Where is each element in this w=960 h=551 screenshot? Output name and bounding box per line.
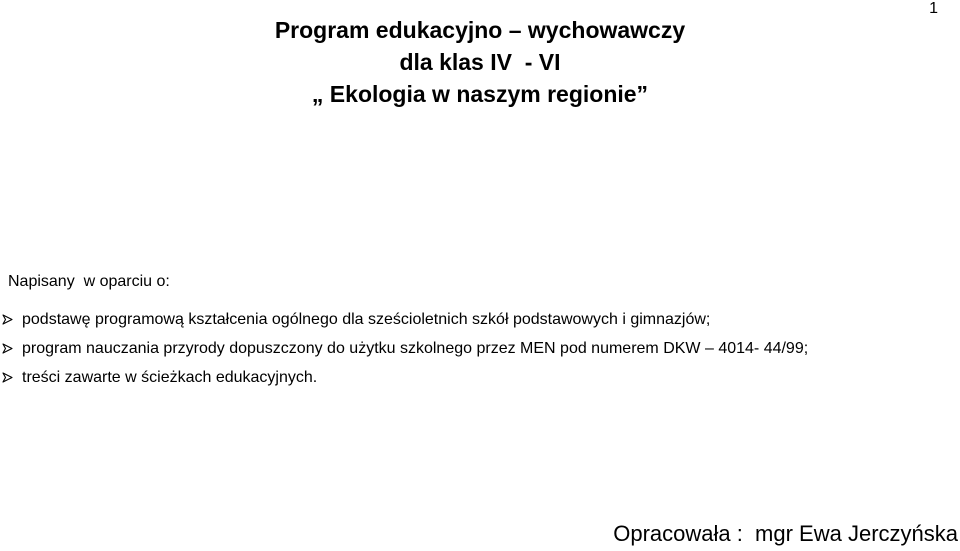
arrow-bullet-icon — [0, 372, 22, 383]
list-item-text: treści zawarte w ścieżkach edukacyjnych. — [22, 368, 318, 386]
title-line-3: „ Ekologia w naszym regionie” — [311, 81, 649, 107]
author-signature: Opracowała : mgr Ewa Jerczyńska — [613, 521, 958, 546]
list-item-text: program nauczania przyrody dopuszczony do użytku szkolnego przez MEN pod numerem DKW – 4014- 44/99; — [22, 339, 809, 357]
title-line-1: Program edukacyjno – wychowawczy — [274, 17, 686, 43]
intro-text: Napisany w oparciu o: — [8, 273, 170, 290]
list-item — [0, 334, 808, 363]
document-title — [180, 14, 780, 110]
basis-list — [0, 305, 808, 392]
arrow-bullet-icon — [0, 314, 22, 325]
list-item — [0, 305, 808, 334]
title-line-2: dla klas IV - VI — [399, 49, 561, 75]
arrow-bullet-icon — [0, 343, 22, 354]
page-number: 1 — [929, 0, 938, 17]
list-item-text: podstawę programową kształcenia ogólnego dla sześcioletnich szkół podstawowych i gimnazjów; — [22, 310, 711, 328]
list-item — [0, 363, 808, 392]
